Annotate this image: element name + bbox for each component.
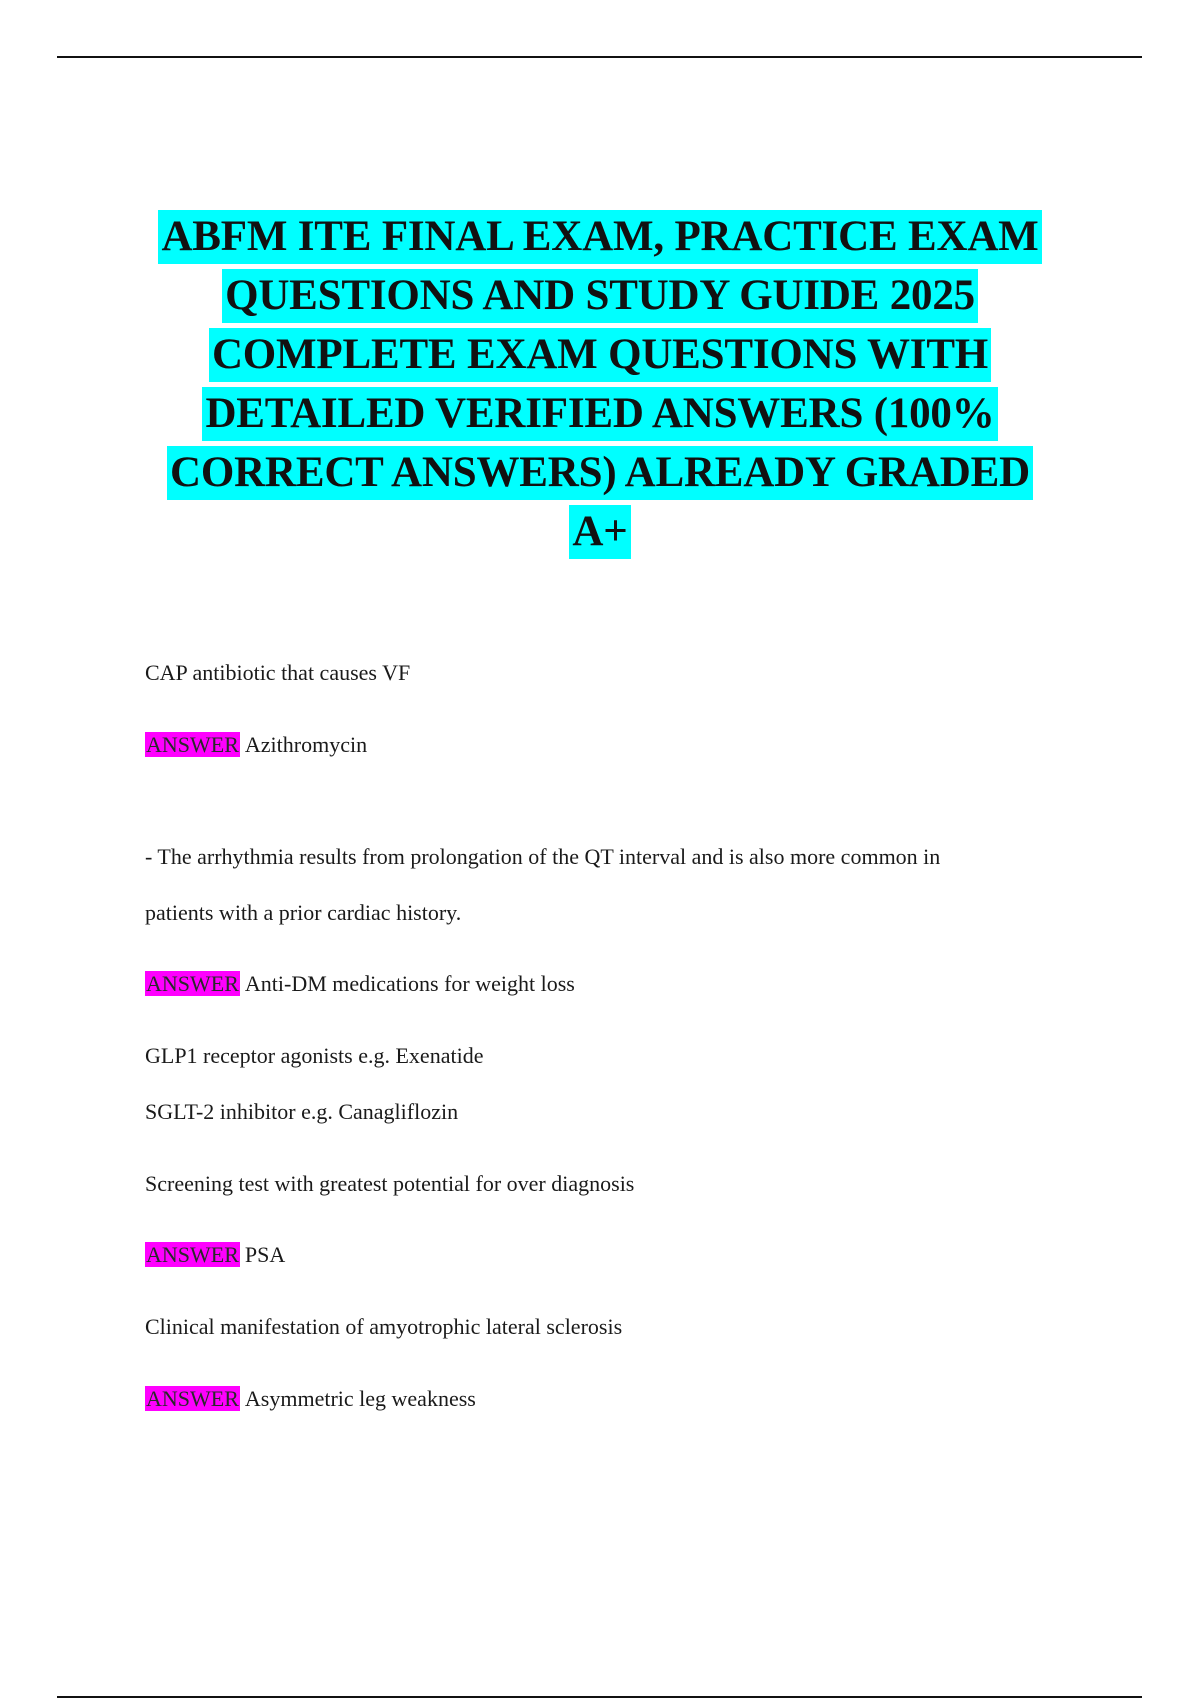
title-line xyxy=(100,387,1100,446)
answer-1 xyxy=(145,731,367,759)
answer-4 xyxy=(145,1385,476,1413)
explanation-line-1 xyxy=(145,843,940,871)
answer-2 xyxy=(145,970,575,998)
answer-label: ANSWER xyxy=(146,1242,239,1267)
question-3 xyxy=(145,1170,634,1198)
question-text: CAP antibiotic that causes VF xyxy=(145,660,411,685)
title-line xyxy=(100,210,1100,269)
question-1 xyxy=(145,659,410,687)
document-title xyxy=(100,210,1100,564)
answer-label: ANSWER xyxy=(146,1386,239,1411)
explanation-text: patients with a prior cardiac history. xyxy=(145,900,462,925)
explanation-text: - The arrhythmia results from prolongation of the QT interval and is also more common in xyxy=(145,844,941,869)
detail-text: GLP1 receptor agonists e.g. Exenatide xyxy=(145,1043,484,1068)
top-rule xyxy=(57,56,1142,58)
title-line-text: ABFM ITE FINAL EXAM, PRACTICE EXAM xyxy=(158,210,1041,264)
answer-label: ANSWER xyxy=(146,732,239,757)
title-line-text: A+ xyxy=(569,505,630,559)
title-line xyxy=(100,446,1100,505)
title-line-text: CORRECT ANSWERS) ALREADY GRADED xyxy=(167,446,1033,500)
title-line xyxy=(100,505,1100,564)
question-text: Clinical manifestation of amyotrophic lateral sclerosis xyxy=(145,1314,623,1339)
title-line-text: DETAILED VERIFIED ANSWERS (100% xyxy=(202,387,997,441)
answer-text: Asymmetric leg weakness xyxy=(244,1386,476,1411)
title-line-text: COMPLETE EXAM QUESTIONS WITH xyxy=(209,328,991,382)
title-line-text: QUESTIONS AND STUDY GUIDE 2025 xyxy=(222,269,978,323)
title-line xyxy=(100,328,1100,387)
title-line xyxy=(100,269,1100,328)
bottom-rule xyxy=(57,1696,1142,1698)
answer-text: PSA xyxy=(244,1242,286,1267)
explanation-line-2 xyxy=(145,899,461,927)
detail-text: SGLT-2 inhibitor e.g. Canagliflozin xyxy=(145,1099,459,1124)
answer-2-detail-1 xyxy=(145,1042,483,1070)
answer-2-detail-2 xyxy=(145,1098,458,1126)
answer-label: ANSWER xyxy=(146,971,239,996)
answer-3 xyxy=(145,1241,285,1269)
answer-text: Azithromycin xyxy=(244,732,368,757)
question-text: Screening test with greatest potential for over diagnosis xyxy=(145,1171,635,1196)
answer-text: Anti-DM medications for weight loss xyxy=(244,971,575,996)
question-4 xyxy=(145,1313,622,1341)
